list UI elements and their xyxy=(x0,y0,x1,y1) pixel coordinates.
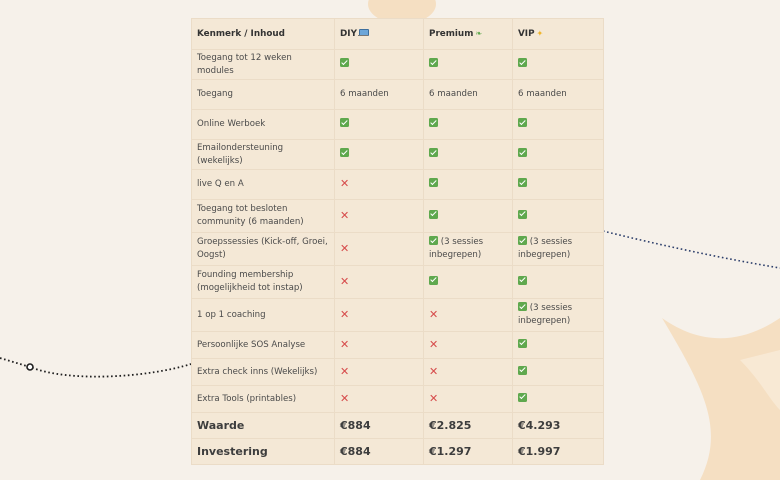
investering-label: Investering xyxy=(192,439,335,465)
header-feature xyxy=(192,19,335,50)
feature-label: Extra check inns (Wekelijks) xyxy=(197,366,318,377)
cross-icon: ✕ xyxy=(340,391,350,405)
investering-row xyxy=(192,439,604,465)
check-icon xyxy=(518,236,527,245)
waarde-diy: €884 xyxy=(335,413,424,439)
cell-premium xyxy=(424,200,513,233)
cell-feature xyxy=(192,359,335,386)
cell-diy xyxy=(335,332,424,359)
cell-vip xyxy=(513,140,604,170)
table-row xyxy=(192,233,604,266)
table-row xyxy=(192,299,604,332)
sparkles-icon: ✦ xyxy=(536,29,544,38)
cell-vip xyxy=(513,386,604,413)
feature-label: Founding membership (mogelijkheid tot instap) xyxy=(197,270,303,293)
cell-premium xyxy=(424,332,513,359)
cell-premium xyxy=(424,50,513,80)
investering-vip: €1.997 xyxy=(513,439,604,465)
check-icon xyxy=(518,339,527,348)
cell-premium xyxy=(424,80,513,110)
cross-icon: ✕ xyxy=(340,241,350,255)
check-icon xyxy=(429,236,438,245)
cross-icon: ✕ xyxy=(340,337,350,351)
header-premium-label: Premium xyxy=(429,29,474,39)
feature-label: live Q en A xyxy=(197,179,244,189)
check-icon xyxy=(518,302,527,311)
cell-diy xyxy=(335,140,424,170)
cell-diy xyxy=(335,110,424,140)
cross-icon: ✕ xyxy=(340,208,350,222)
cell-feature xyxy=(192,140,335,170)
cell-feature xyxy=(192,266,335,299)
cell-premium xyxy=(424,359,513,386)
cell-vip xyxy=(513,266,604,299)
waarde-label: Waarde xyxy=(192,413,335,439)
line-endpoint-dot xyxy=(27,364,33,370)
feature-label: 1 op 1 coaching xyxy=(197,309,266,320)
cross-icon: ✕ xyxy=(429,307,439,321)
check-icon xyxy=(340,58,349,67)
table-row xyxy=(192,170,604,200)
seedling-icon: ❧ xyxy=(475,29,483,38)
check-icon xyxy=(429,118,438,127)
cross-icon: ✕ xyxy=(429,364,439,378)
cell-premium xyxy=(424,170,513,200)
cell-diy xyxy=(335,359,424,386)
waarde-vip: €4.293 xyxy=(513,413,604,439)
table-header-row xyxy=(192,19,604,50)
header-vip-label: VIP xyxy=(518,29,535,39)
cell-feature xyxy=(192,80,335,110)
cell-feature xyxy=(192,299,335,332)
cell-diy xyxy=(335,200,424,233)
check-icon xyxy=(429,276,438,285)
cross-icon: ✕ xyxy=(340,274,350,288)
star-shape-2 xyxy=(740,350,780,410)
cross-icon: ✕ xyxy=(340,177,350,190)
cell-vip xyxy=(513,233,604,266)
laptop-icon xyxy=(359,29,369,36)
check-icon xyxy=(518,210,527,219)
cell-diy xyxy=(335,386,424,413)
check-icon xyxy=(518,148,527,157)
dotted-line-left xyxy=(0,358,191,377)
cell-feature xyxy=(192,200,335,233)
pricing-comparison-table xyxy=(191,18,603,465)
cell-vip xyxy=(513,170,604,200)
cell-premium xyxy=(424,140,513,170)
cell-premium xyxy=(424,266,513,299)
cell-vip xyxy=(513,359,604,386)
check-icon xyxy=(518,58,527,67)
feature-label: Groepssessies (Kick-off, Groei, Oogst) xyxy=(197,237,328,260)
investering-diy: €884 xyxy=(335,439,424,465)
waarde-row xyxy=(192,413,604,439)
cell-feature xyxy=(192,170,335,200)
cross-icon: ✕ xyxy=(429,391,439,405)
feature-label: Toegang xyxy=(197,89,233,99)
investering-premium: €1.297 xyxy=(424,439,513,465)
feature-label: Toegang tot besloten community (6 maanden) xyxy=(197,204,304,227)
check-icon xyxy=(429,178,438,187)
check-icon xyxy=(429,210,438,219)
cell-diy xyxy=(335,80,424,110)
table-row xyxy=(192,386,604,413)
cell-feature xyxy=(192,332,335,359)
cell-vip xyxy=(513,80,604,110)
cell-note: (3 sessies inbegrepen) xyxy=(429,237,484,260)
header-diy-label: DIY xyxy=(340,28,357,39)
feature-label: Persoonlijke SOS Analyse xyxy=(197,339,306,350)
table-row xyxy=(192,359,604,386)
cross-icon: ✕ xyxy=(340,307,350,321)
table-row xyxy=(192,80,604,110)
cell-diy xyxy=(335,233,424,266)
table-row xyxy=(192,200,604,233)
feature-label: Extra Tools (printables) xyxy=(197,393,297,404)
cell-feature xyxy=(192,110,335,140)
header-vip xyxy=(513,19,604,50)
waarde-premium: €2.825 xyxy=(424,413,513,439)
table-row xyxy=(192,332,604,359)
header-diy xyxy=(335,19,424,50)
check-icon xyxy=(518,393,527,402)
feature-label: Online Werboek xyxy=(197,119,266,129)
check-icon xyxy=(518,118,527,127)
cell-text: 6 maanden xyxy=(340,89,389,99)
check-icon xyxy=(518,276,527,285)
table-row xyxy=(192,50,604,80)
cell-vip xyxy=(513,110,604,140)
cell-text: 6 maanden xyxy=(518,89,567,99)
cell-premium xyxy=(424,386,513,413)
check-icon xyxy=(429,148,438,157)
check-icon xyxy=(340,118,349,127)
header-feature-label: Kenmerk / Inhoud xyxy=(197,28,285,39)
cross-icon: ✕ xyxy=(429,337,439,351)
table-row xyxy=(192,140,604,170)
cell-feature xyxy=(192,50,335,80)
table-row xyxy=(192,266,604,299)
cell-premium xyxy=(424,110,513,140)
star-shape xyxy=(662,318,780,480)
cross-icon: ✕ xyxy=(340,364,350,378)
cell-premium xyxy=(424,233,513,266)
cell-premium xyxy=(424,299,513,332)
feature-label: Toegang tot 12 weken modules xyxy=(197,52,292,76)
cell-note: (3 sessies inbegrepen) xyxy=(518,303,573,326)
check-icon xyxy=(429,58,438,67)
check-icon xyxy=(340,148,349,157)
cell-diy xyxy=(335,170,424,200)
check-icon xyxy=(518,366,527,375)
cell-diy xyxy=(335,50,424,80)
feature-label: Emailondersteuning (wekelijks) xyxy=(197,142,284,166)
cell-feature xyxy=(192,233,335,266)
cell-vip xyxy=(513,299,604,332)
cell-vip xyxy=(513,332,604,359)
cell-vip xyxy=(513,50,604,80)
cell-feature xyxy=(192,386,335,413)
dotted-line-right xyxy=(603,231,780,268)
cell-vip xyxy=(513,200,604,233)
table-row xyxy=(192,110,604,140)
cell-note: (3 sessies inbegrepen) xyxy=(518,237,573,260)
cell-diy xyxy=(335,266,424,299)
cell-text: 6 maanden xyxy=(429,89,478,99)
header-premium xyxy=(424,19,513,50)
cell-diy xyxy=(335,299,424,332)
check-icon xyxy=(518,178,527,187)
